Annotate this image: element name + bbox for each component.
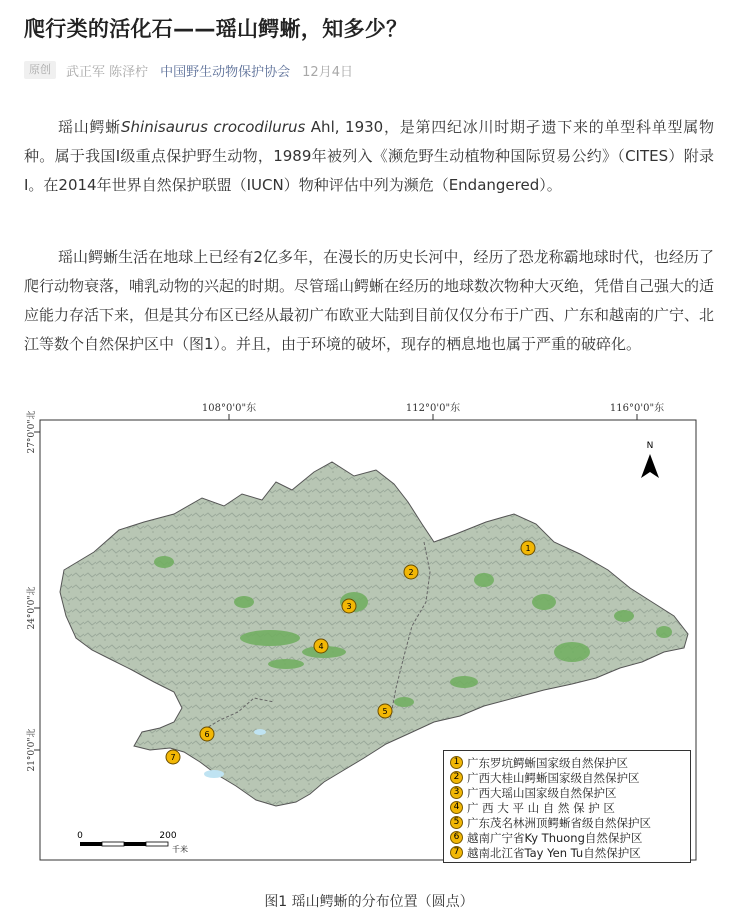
scale-unit: 千米	[172, 845, 188, 854]
legend-item-3: 3 广西大瑶山国家级自然保护区	[450, 785, 684, 800]
svg-text:1: 1	[525, 544, 531, 553]
north-label: N	[646, 441, 654, 451]
site-marker-1	[521, 541, 535, 555]
legend-item-1: 1 广东罗坑鳄蜥国家级自然保护区	[450, 755, 684, 770]
site-marker-5	[378, 704, 392, 718]
svg-text:5: 5	[382, 707, 388, 716]
scientific-name: Shinisaurus crocodilurus	[121, 118, 306, 136]
svg-text:6: 6	[204, 730, 210, 739]
account-link[interactable]: 中国野生动物保护协会	[160, 64, 291, 80]
p1-rest: Ahl, 1930，是第四纪冰川时期孑遗下来的单型科单型属物种。属于我国Ⅰ级重点保护野生动物，1989年被列入《濒危野生动植物种国际贸易公约》（CITES）附录Ⅰ。在2014年世界自然保护联盟（IUCN）物种评估中列为濒危（Endangered）。	[24, 118, 714, 194]
original-badge: 原创	[24, 61, 56, 79]
site-marker-4	[314, 639, 328, 653]
legend-item-7: 7 越南北江省Tay Yen Tu自然保护区	[450, 845, 684, 860]
p1-start: 瑶山鳄蜥	[58, 118, 122, 136]
paragraph-1	[24, 113, 714, 200]
lon-label-112: 112°0'0"东	[405, 403, 461, 414]
lat-label-27: 27°0'0"北	[27, 410, 37, 454]
map-legend	[443, 750, 691, 863]
site-marker-3	[342, 599, 356, 613]
lon-label-108: 108°0'0"东	[201, 403, 257, 414]
lon-label-116: 116°0'0"东	[609, 403, 665, 414]
svg-text:2: 2	[408, 568, 414, 577]
legend-item-6: 6 越南广宁省Ky Thuong自然保护区	[450, 830, 684, 845]
site-marker-7	[166, 750, 180, 764]
lat-label-24: 24°0'0"北	[27, 586, 37, 630]
paragraph-2: 瑶山鳄蜥生活在地球上已经有2亿多年，在漫长的历史长河中，经历了恐龙称霸地球时代，也经历了爬行动物衰落，哺乳动物的兴起的时期。尽管瑶山鳄蜥在经历的地球数次物种大灭绝，凭借自己强大的适应能力存活下来，但是其分布区已经从最初广布欧亚大陆到目前仅仅分布于广西、广东和越南的广宁、北江等数个自然保护区中（图1）。并且，由于环境的破坏，现存的栖息地也属于严重的破碎化。	[24, 248, 715, 353]
legend-item-2: 2 广西大桂山鳄蜥国家级自然保护区	[450, 770, 684, 785]
lat-label-21: 21°0'0"北	[27, 728, 37, 772]
article-meta	[24, 60, 353, 80]
figure-caption: 图1 瑶山鳄蜥的分布位置（圆点）	[264, 894, 474, 910]
scale-max: 200	[159, 831, 177, 841]
scale-zero: 0	[77, 831, 83, 841]
svg-text:3: 3	[346, 602, 352, 611]
authors: 武正军 陈泽柠	[66, 64, 149, 80]
site-marker-2	[404, 565, 418, 579]
publish-date: 12月4日	[302, 64, 353, 80]
site-marker-6	[200, 727, 214, 741]
legend-item-5: 5 广东茂名林洲顶鳄蜥省级自然保护区	[450, 815, 684, 830]
legend-item-4: 4 广 西 大 平 山 自 然 保 护 区	[450, 800, 684, 815]
svg-text:4: 4	[318, 642, 324, 651]
svg-text:7: 7	[170, 753, 176, 762]
article-title: 爬行类的活化石——瑶山鳄蜥，知多少？	[24, 17, 408, 41]
